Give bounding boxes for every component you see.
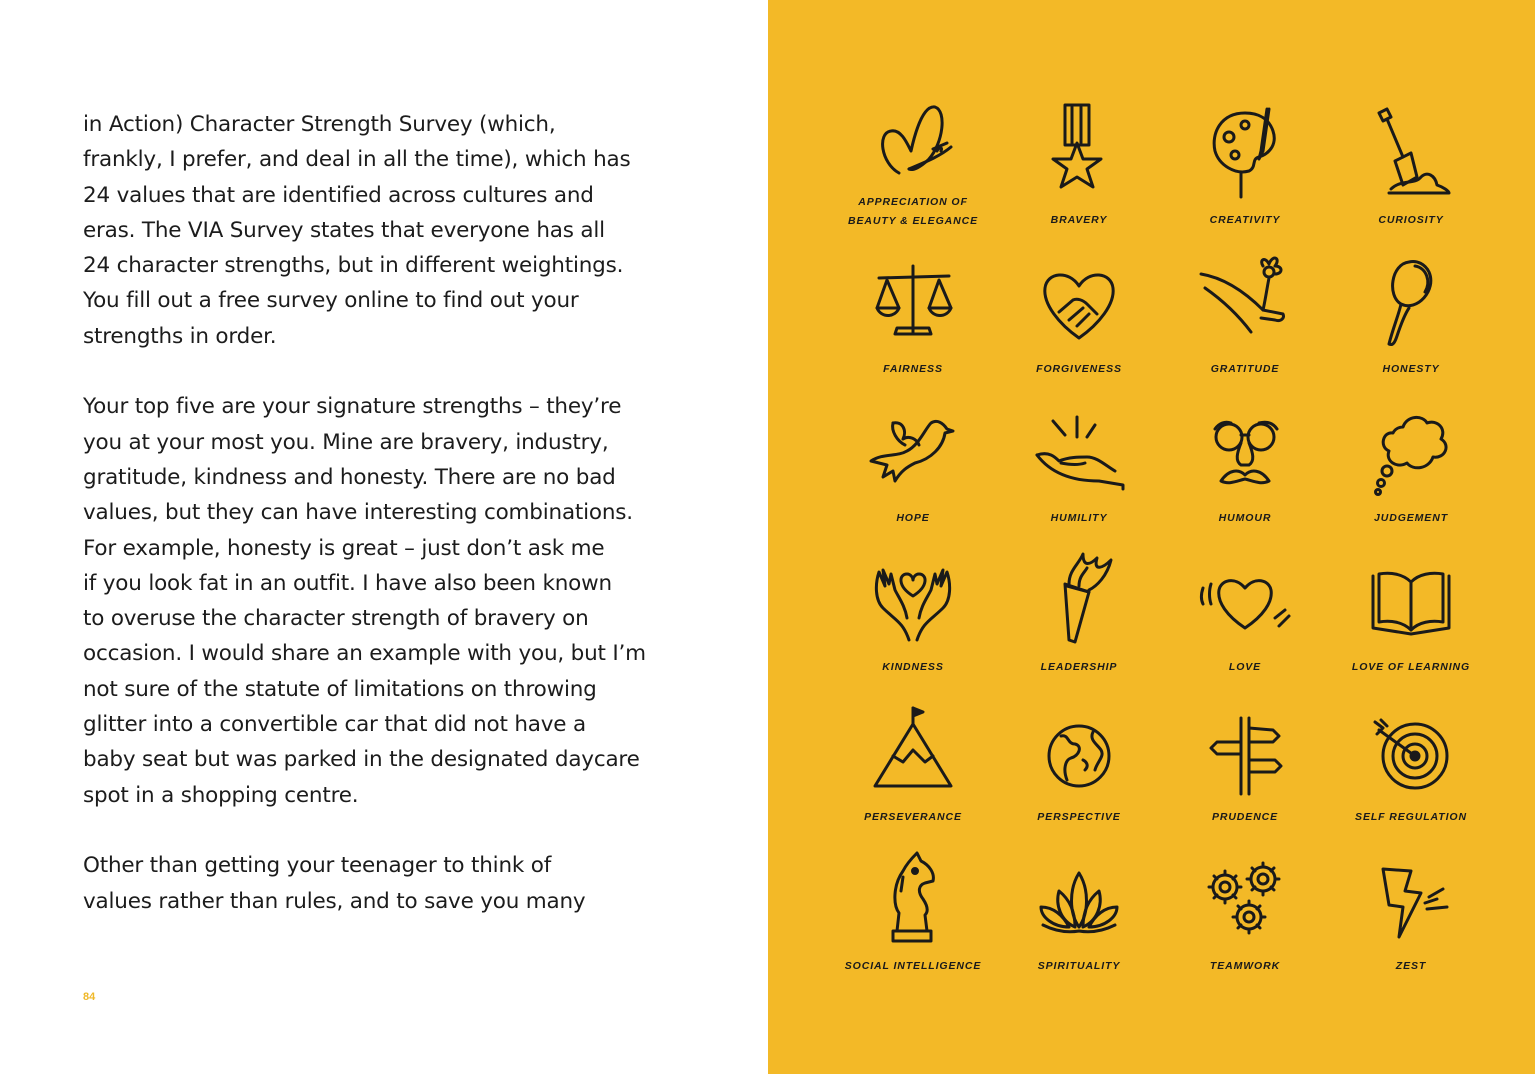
strength-label: JUDGEMENT xyxy=(1373,512,1449,524)
lightning-icon xyxy=(1371,849,1451,945)
strength-label: LEADERSHIP xyxy=(1040,661,1118,673)
signpost-icon xyxy=(1205,700,1285,796)
strength-label: APPRECIATION OF BEAUTY & ELEGANCE xyxy=(847,196,979,227)
funny-glasses-icon xyxy=(1205,401,1285,497)
paragraph-1 xyxy=(83,107,693,354)
target-icon xyxy=(1371,700,1451,796)
strength-curiosity xyxy=(1328,103,1494,252)
text-line: gratitude, kindness and honesty. There are no bad xyxy=(83,464,616,490)
strength-label: PERSPECTIVE xyxy=(1037,811,1121,823)
text-line: if you look fat in an outfit. I have also been known xyxy=(83,570,612,596)
paragraph-3 xyxy=(83,848,693,919)
strength-hope xyxy=(830,401,996,550)
text-line: Other than getting your teenager to think of xyxy=(83,853,552,879)
paragraph-gap xyxy=(83,813,693,848)
text-line: values, but they can have interesting combinations. xyxy=(83,500,633,526)
paint-palette-icon xyxy=(1205,103,1285,199)
text-line: baby seat but was parked in the designated daycare xyxy=(83,747,640,773)
text-line: You fill out a free survey online to find out your xyxy=(83,288,579,314)
strength-label: SPIRITUALITY xyxy=(1037,960,1121,972)
text-line: frankly, I prefer, and deal in all the time), which has xyxy=(83,147,631,173)
shovel-icon xyxy=(1371,103,1451,199)
strength-label: HUMILITY xyxy=(1050,512,1108,524)
heart-handshake-icon xyxy=(1039,252,1119,348)
text-line: not sure of the statute of limitations on throwing xyxy=(83,676,597,702)
heart-icon xyxy=(1205,550,1285,646)
scales-icon xyxy=(873,252,953,348)
strengths-panel xyxy=(768,0,1535,1074)
strength-forgiveness xyxy=(996,252,1162,401)
text-line: For example, honesty is great – just don’t ask me xyxy=(83,535,605,561)
strength-label: HOPE xyxy=(896,512,930,524)
strength-creativity xyxy=(1162,103,1328,252)
globe-icon xyxy=(1039,700,1119,796)
strength-label: TEAMWORK xyxy=(1209,960,1281,972)
strength-label: SELF REGULATION xyxy=(1355,811,1467,823)
open-book-icon xyxy=(1371,550,1451,646)
butterfly-icon xyxy=(873,103,953,199)
strength-teamwork xyxy=(1162,849,1328,998)
thought-cloud-icon xyxy=(1371,401,1451,497)
strength-label: LOVE OF LEARNING xyxy=(1351,661,1471,673)
strength-label: CREATIVITY xyxy=(1209,214,1281,226)
strength-label: SOCIAL INTELLIGENCE xyxy=(844,960,982,972)
body-text xyxy=(83,107,693,919)
strength-label: FORGIVENESS xyxy=(1036,363,1122,375)
text-line: in Action) Character Strength Survey (which, xyxy=(83,112,556,137)
chess-knight-icon xyxy=(873,849,953,945)
strength-honesty xyxy=(1328,252,1494,401)
paragraph-2 xyxy=(83,389,693,813)
text-line: occasion. I would share an example with you, but I’m xyxy=(83,641,646,667)
strength-label: BRAVERY xyxy=(1050,214,1108,226)
mirror-icon xyxy=(1371,252,1451,348)
gears-icon xyxy=(1205,849,1285,945)
text-line: 24 values that are identified across cultures and xyxy=(83,182,594,208)
strength-humour xyxy=(1162,401,1328,550)
strength-social-intelligence xyxy=(830,849,996,998)
dove-icon xyxy=(873,401,953,497)
strength-love xyxy=(1162,550,1328,699)
strength-label: PERSEVERANCE xyxy=(864,811,962,823)
strength-leadership xyxy=(996,550,1162,699)
strength-self-regulation xyxy=(1328,700,1494,849)
text-line: Your top five are your signature strengths – they’re xyxy=(83,394,622,420)
strength-label: GRATITUDE xyxy=(1210,363,1280,375)
hands-heart-icon xyxy=(873,550,953,646)
strength-label: KINDNESS xyxy=(882,661,944,673)
open-hand-icon xyxy=(1039,401,1119,497)
strength-appreciation xyxy=(830,103,996,252)
torch-icon xyxy=(1039,550,1119,646)
strength-kindness xyxy=(830,550,996,699)
strength-label: LOVE xyxy=(1228,661,1262,673)
strength-love-of-learning xyxy=(1328,550,1494,699)
text-line: strengths in order. xyxy=(83,323,277,349)
strength-label: CURIOSITY xyxy=(1378,214,1444,226)
text-line: glitter into a convertible car that did not have a xyxy=(83,712,586,738)
text-line: spot in a shopping centre. xyxy=(83,782,359,808)
mountain-flag-icon xyxy=(873,700,953,796)
strength-label: FAIRNESS xyxy=(883,363,943,375)
strength-humility xyxy=(996,401,1162,550)
strength-fairness xyxy=(830,252,996,401)
text-line: 24 character strengths, but in different weightings. xyxy=(83,253,624,279)
paragraph-gap xyxy=(83,354,693,389)
hand-flower-icon xyxy=(1205,252,1285,348)
strength-label: HUMOUR xyxy=(1218,512,1272,524)
text-line: eras. The VIA Survey states that everyone has all xyxy=(83,217,605,243)
text-line: values rather than rules, and to save you many xyxy=(83,888,586,914)
strength-perseverance xyxy=(830,700,996,849)
strength-spirituality xyxy=(996,849,1162,998)
lotus-icon xyxy=(1039,849,1119,945)
page-number: 84 xyxy=(83,991,96,1003)
strength-zest xyxy=(1328,849,1494,998)
strength-prudence xyxy=(1162,700,1328,849)
text-line: to overuse the character strength of bravery on xyxy=(83,606,589,632)
strength-gratitude xyxy=(1162,252,1328,401)
strength-label: PRUDENCE xyxy=(1211,811,1279,823)
strength-bravery xyxy=(996,103,1162,252)
medal-star-icon xyxy=(1039,103,1119,199)
text-line: you at your most you. Mine are bravery, industry, xyxy=(83,429,609,455)
strength-perspective xyxy=(996,700,1162,849)
strength-label: HONESTY xyxy=(1382,363,1440,375)
strength-judgement xyxy=(1328,401,1494,550)
strength-label: ZEST xyxy=(1395,960,1427,972)
